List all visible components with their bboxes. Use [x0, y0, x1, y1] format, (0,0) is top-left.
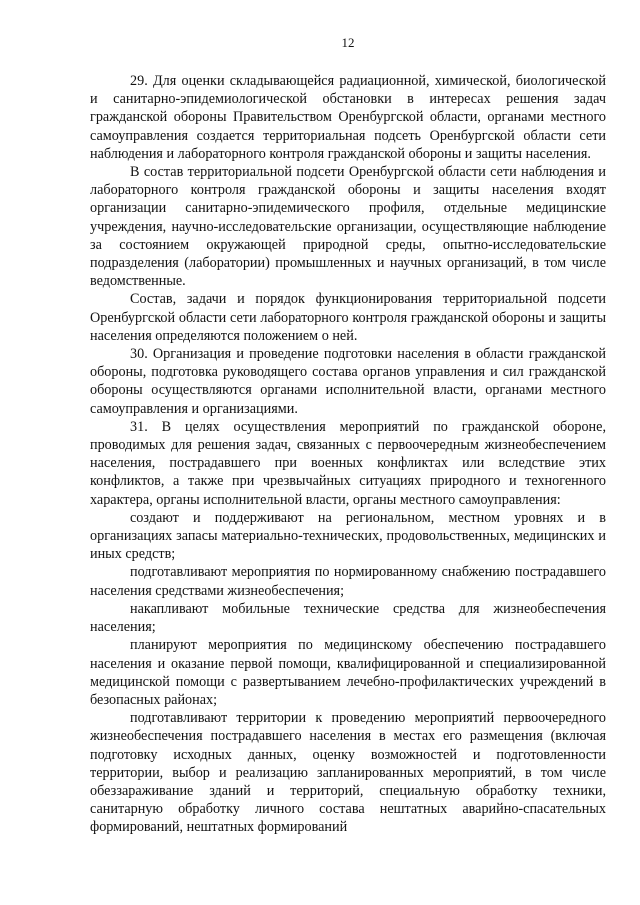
paragraph-29-composition: В состав территориальной подсети Оренбургской области сети наблюдения и лабораторного контроля гражданской обороны и защиты населения входят организации санитарно-эпидемического профиля, отдельные медицинские учреждения, научно-исследовательские организации, осуществляющие наблюдение за состоянием окружающей природной среды, опытно-исследовательские подразделения (лаборатории) промышленных и научных организаций, в том числе ведомственные.: [90, 164, 606, 290]
list-item-territory-preparation: подготавливают территории к проведению мероприятий первоочередного жизнеобеспечения пострадавшего населения в местах его размещения (включая подготовку исходных данных, оценку возможностей и подготовленности территории, выбор и реализацию запланированных мероприятий, в том числе обеззараживание зданий и территорий, специальную обработку техники, санитарную обработку личного состава нештатных аварийно-спасательных формирований, нештатных формирований: [90, 710, 606, 836]
paragraph-29-procedure: Состав, задачи и порядок функционирования территориальной подсети Оренбургской области сети лабораторного контроля гражданской обороны и защиты населения определяются положением о ней.: [90, 291, 606, 344]
list-item-mobile-equipment: накапливают мобильные технические средства для жизнеобеспечения населения;: [90, 600, 606, 636]
list-item-rationing: подготавливают мероприятия по нормированному снабжению пострадавшего населения средствами жизнеобеспечения;: [90, 564, 606, 599]
paragraph-31: 31. В целях осуществления мероприятий по гражданской обороне, проводимых для решения задач, связанных с первоочередным жизнеобеспечением населения, пострадавшего при военных конфликтах или вследствие этих конфликтов, а также при чрезвычайных ситуациях природного и техногенного характера, органы исполнительной власти, органы местного самоуправления:: [90, 418, 606, 508]
list-item-medical-support: планируют мероприятия по медицинскому обеспечению пострадавшего населения и оказание первой помощи, квалифицированной и специализированной медицинской помощи с развертыванием лечебно-профилактических учреждений в безопасных районах;: [90, 637, 606, 708]
list-item-create-reserves: создают и поддерживают на региональном, местном уровнях и в организациях запасы материально-технических, продовольственных, медицинских и иных средств;: [90, 509, 606, 563]
paragraph-29: 29. Для оценки складывающейся радиационной, химической, биологической и санитарно-эпидемиологической обстановки в интересах решения задач гражданской обороны Правительством Оренбургской области, органами местного самоуправления создается территориальная подсеть Оренбургской области сети наблюдения и лабораторного контроля гражданской обороны и защиты населения.: [90, 73, 606, 162]
page-number: 12: [341, 35, 355, 50]
paragraph-30: 30. Организация и проведение подготовки населения в области гражданской обороны, подготовка руководящего состава органов управления и сил гражданской обороны осуществляются органами исполнительной власти, органами местного самоуправления и организациями.: [90, 346, 606, 417]
